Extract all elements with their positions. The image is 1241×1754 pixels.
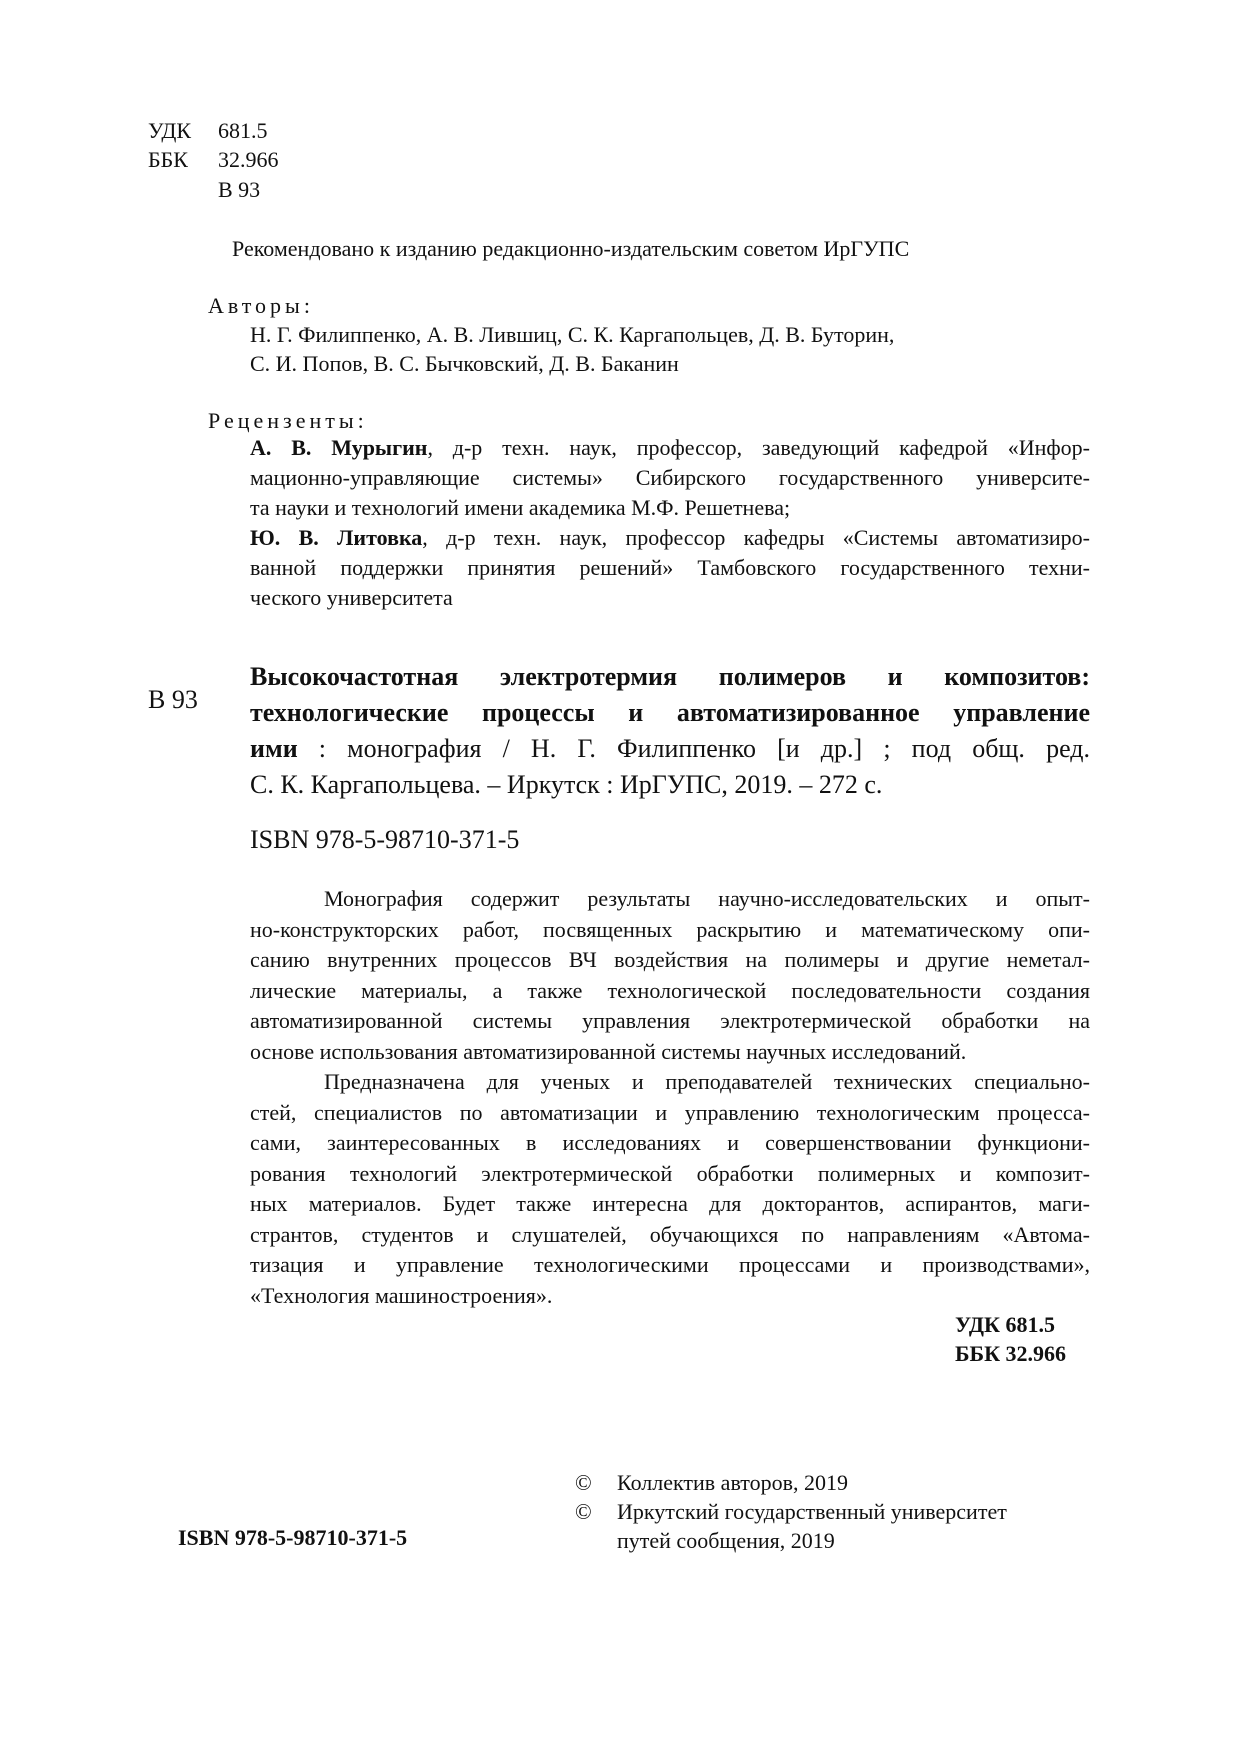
abstract-p1-line-6: основе использования автоматизированной системы научных исследований. [250,1038,967,1064]
abstract-p2-line-5: ных материалов. Будет также интересна для докторантов, аспирантов, маги- [250,1191,1090,1216]
bbk-bottom: ББК 32.966 [955,1341,1067,1366]
abstract-p1-line-3: санию внутренних процессов ВЧ воздействия на полимеры и другие неметал- [250,947,1090,972]
udk-row [148,118,268,144]
abstract-p1-line-1: Монография содержит результаты научно-исследовательских и опыт- [324,886,1090,911]
abstract-p1-line-4: лические материалы, а также технологической последовательности создания [250,977,1090,1003]
reviewer-1-name: А. В. Мурыгин [250,435,428,460]
abstract-p2-line-7: тизация и управление технологическими процессами и производствами», [250,1252,1090,1277]
copyright-symbol: © [575,1470,592,1495]
author-mark: В 93 [218,177,261,202]
abstract [250,884,1090,1311]
abstract-p2-line-3: сами, заинтересованных в исследованиях и совершенствовании функциони- [250,1130,1090,1155]
reviewer-1-line-1: А. В. Мурыгин, д-р техн. наук, профессор, заведующий кафедрой «Инфор- [250,435,1090,460]
udk-bottom: УДК 681.5 [955,1312,1056,1337]
recommendation-line: Рекомендовано к изданию редакционно-издательским советом ИрГУПС [232,236,910,261]
copyright-3: путей сообщения, 2019 [617,1528,835,1553]
udk-label: УДК [148,118,192,143]
copyright-1: © Коллектив авторов, 2019 [575,1470,848,1495]
authors-line-2: С. И. Попов, В. С. Бычковский, Д. В. Баканин [250,351,679,376]
bib-title-line-1: Высокочастотная электротермия полимеров и композитов: [250,662,1090,691]
authors-heading: Авторы: [208,293,314,318]
abstract-p2-line-4: рования технологий электротермической обработки полимерных и композит- [250,1160,1090,1186]
abstract-p1-line-2: но-конструкторских работ, посвященных раскрытию и математическому опи- [250,916,1090,942]
copyright-symbol: © [575,1499,592,1524]
reviewer-2-name: Ю. В. Литовка [250,525,423,550]
abstract-p2-line-6: странтов, студентов и слушателей, обучающихся по направлениям «Автома- [250,1221,1090,1247]
bib-mark: В 93 [148,685,198,714]
isbn-bottom: ISBN 978-5-98710-371-5 [178,1525,408,1550]
reviewer-1-line-3: та науки и технологий имени академика М.Ф. Решетнева; [250,495,791,520]
reviewer-2-line-2: ванной поддержки принятия решений» Тамбовского государственного техни- [250,555,1090,580]
bbk-label: ББК [148,147,188,172]
reviewer-1-line-2: мационно-управляющие системы» Сибирского государственного университе- [250,465,1090,490]
bbk-row [148,147,279,173]
bib-title-line-3: ими : монография / Н. Г. Филиппенко [и др.] ; под общ. ред. [250,734,1090,763]
authors-line-1: Н. Г. Филиппенко, А. В. Лившиц, С. К. Каргапольцев, Д. В. Буторин, [250,322,895,347]
bib-entry [250,659,1090,803]
bbk-value: 32.966 [218,147,279,172]
abstract-p2-line-8: «Технология машиностроения». [250,1282,553,1308]
reviewers-heading: Рецензенты: [208,408,368,433]
abstract-p2-line-2: стей, специалистов по автоматизации и управлению технологическим процесса- [250,1099,1090,1125]
reviewer-2-line-1: Ю. В. Литовка, д-р техн. наук, профессор кафедры «Системы автоматизиро- [250,525,1090,550]
bib-title-line-4: С. К. Каргапольцева. – Иркутск : ИрГУПС, 2019. – 272 с. [250,770,883,799]
abstract-p1-line-5: автоматизированной системы управления электротермической обработки на [250,1008,1090,1033]
udk-value: 681.5 [218,118,268,143]
bib-isbn: ISBN 978-5-98710-371-5 [250,825,520,854]
bib-title-line-2: технологические процессы и автоматизированное управление [250,698,1090,727]
abstract-p2-line-1: Предназначена для ученых и преподавателей технических специально- [324,1069,1090,1094]
reviewers-block [250,433,1090,613]
reviewer-2-line-3: ческого университета [250,585,453,610]
copyright-2: © Иркутский государственный университет [575,1499,1007,1524]
